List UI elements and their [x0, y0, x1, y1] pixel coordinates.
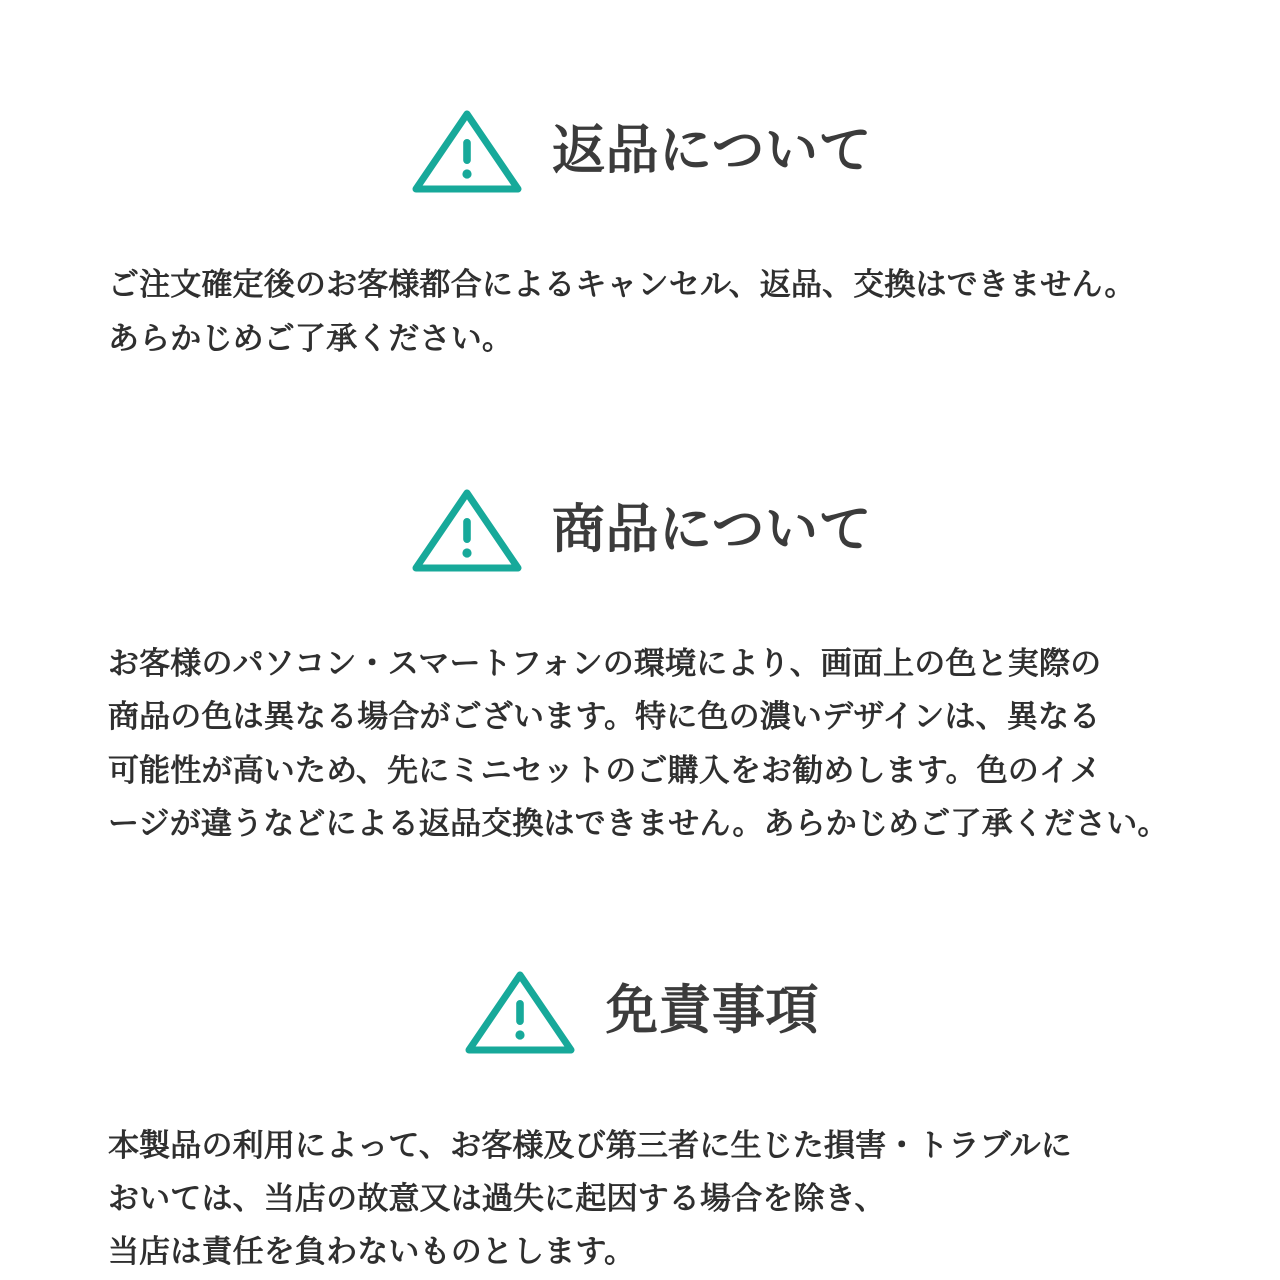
section-disclaimer-line-2: おいては、当店の故意又は過失に起因する場合を除き、	[108, 1180, 886, 1216]
section-return-line-1: ご注文確定後のお客様都合によるキャンセル、返品、交換はできません。	[108, 267, 1136, 303]
warning-triangle-icon	[408, 484, 526, 576]
section-product	[0, 365, 1280, 851]
warning-triangle-icon	[408, 105, 526, 197]
section-disclaimer-header	[108, 938, 1172, 1084]
section-return-line-2: あらかじめご了承ください。	[108, 320, 514, 356]
section-return-title: 返品について	[551, 120, 873, 180]
warning-triangle-icon	[461, 966, 579, 1058]
section-disclaimer-body	[108, 1119, 1172, 1279]
section-disclaimer-title: 免責事項	[604, 981, 820, 1041]
section-return-header	[108, 78, 1172, 224]
section-product-line-2: 商品の色は異なる場合がございます。特に色の濃いデザインは、異なる	[108, 699, 1101, 735]
section-product-line-4: ージが違うなどによる返品交換はできません。あらかじめご了承ください。	[108, 806, 1169, 842]
section-product-line-1: お客様のパソコン・スマートフォンの環境により、画面上の色と実際の	[108, 646, 1102, 682]
section-disclaimer	[0, 850, 1280, 1278]
section-product-line-3: 可能性が高いため、先にミニセットのご購入をお勧めします。色のイメ	[108, 752, 1101, 788]
section-product-header	[108, 457, 1172, 603]
section-return	[0, 0, 1280, 365]
section-disclaimer-line-3: 当店は責任を負わないものとします。	[108, 1234, 636, 1270]
section-product-title: 商品について	[551, 499, 873, 559]
section-product-body	[108, 637, 1172, 850]
section-return-body	[108, 258, 1172, 365]
section-disclaimer-line-1: 本製品の利用によって、お客様及び第三者に生じた損害・トラブルに	[108, 1127, 1072, 1163]
